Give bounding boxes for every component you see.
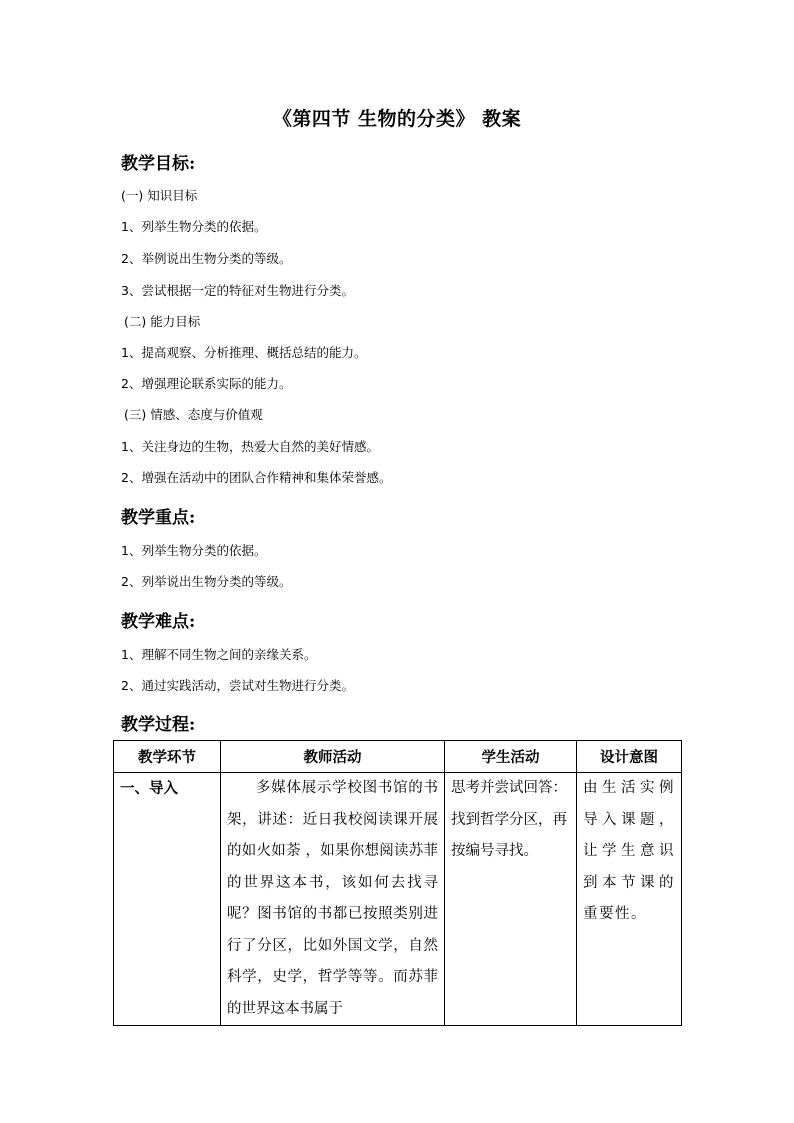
ability-item: 2、增强理论联系实际的能力。 xyxy=(121,376,292,391)
column-header-student: 学生活动 xyxy=(445,741,577,773)
knowledge-item: 1、列举生物分类的依据。 xyxy=(121,219,267,234)
knowledge-heading: (一) 知识目标 xyxy=(121,188,198,203)
column-header-stage: 教学环节 xyxy=(114,741,221,773)
teacher-activity-cell: 多媒体展示学校图书馆的书架，讲述：近日我校阅读课开展的如火如荼 ，如果你想阅读苏菲的世界这本书，该如何去找寻呢？图书馆的书都已按照类别进行了分区，比如外国文学，自然科学，史学，哲学等等。而苏菲的世界这本书属于 xyxy=(221,773,445,1026)
key-points-heading: 教学重点: xyxy=(121,508,196,528)
student-activity-cell: 思考并尝试回答：找到哲学分区，再按编号寻找。 xyxy=(445,773,577,1026)
design-intent-cell: 由生活实例导入课题，让学生意识到本节课的重要性。 xyxy=(577,773,682,1026)
document-title: 《第四节 生物的分类》 教案 xyxy=(272,108,522,130)
emotion-item: 1、关注身边的生物，热爱大自然的美好情感。 xyxy=(121,439,379,454)
key-point-item: 1、列举生物分类的依据。 xyxy=(121,543,267,558)
difficulty-item: 1、理解不同生物之间的亲缘关系。 xyxy=(121,647,317,662)
knowledge-item: 3、尝试根据一定的特征对生物进行分类。 xyxy=(121,283,354,298)
stage-cell: 一、导入 xyxy=(114,773,221,1026)
column-header-teacher: 教师活动 xyxy=(221,741,445,773)
process-heading: 教学过程: xyxy=(121,715,196,735)
ability-heading: (二) 能力目标 xyxy=(124,314,201,329)
table-header-row xyxy=(114,741,682,773)
column-header-design: 设计意图 xyxy=(577,741,682,773)
teaching-process-table xyxy=(113,740,682,1026)
key-point-item: 2、列举说出生物分类的等级。 xyxy=(121,574,292,589)
difficulty-item: 2、通过实践活动，尝试对生物进行分类。 xyxy=(121,678,354,693)
knowledge-item: 2、举例说出生物分类的等级。 xyxy=(121,251,292,266)
objectives-heading: 教学目标: xyxy=(121,154,196,174)
ability-item: 1、提高观察、分析推理、概括总结的能力。 xyxy=(121,345,367,360)
difficulties-heading: 教学难点: xyxy=(121,612,196,632)
emotion-heading: (三) 情感、态度与价值观 xyxy=(124,407,263,422)
emotion-item: 2、增强在活动中的团队合作精神和集体荣誉感。 xyxy=(121,470,392,485)
table-row xyxy=(114,773,682,1026)
